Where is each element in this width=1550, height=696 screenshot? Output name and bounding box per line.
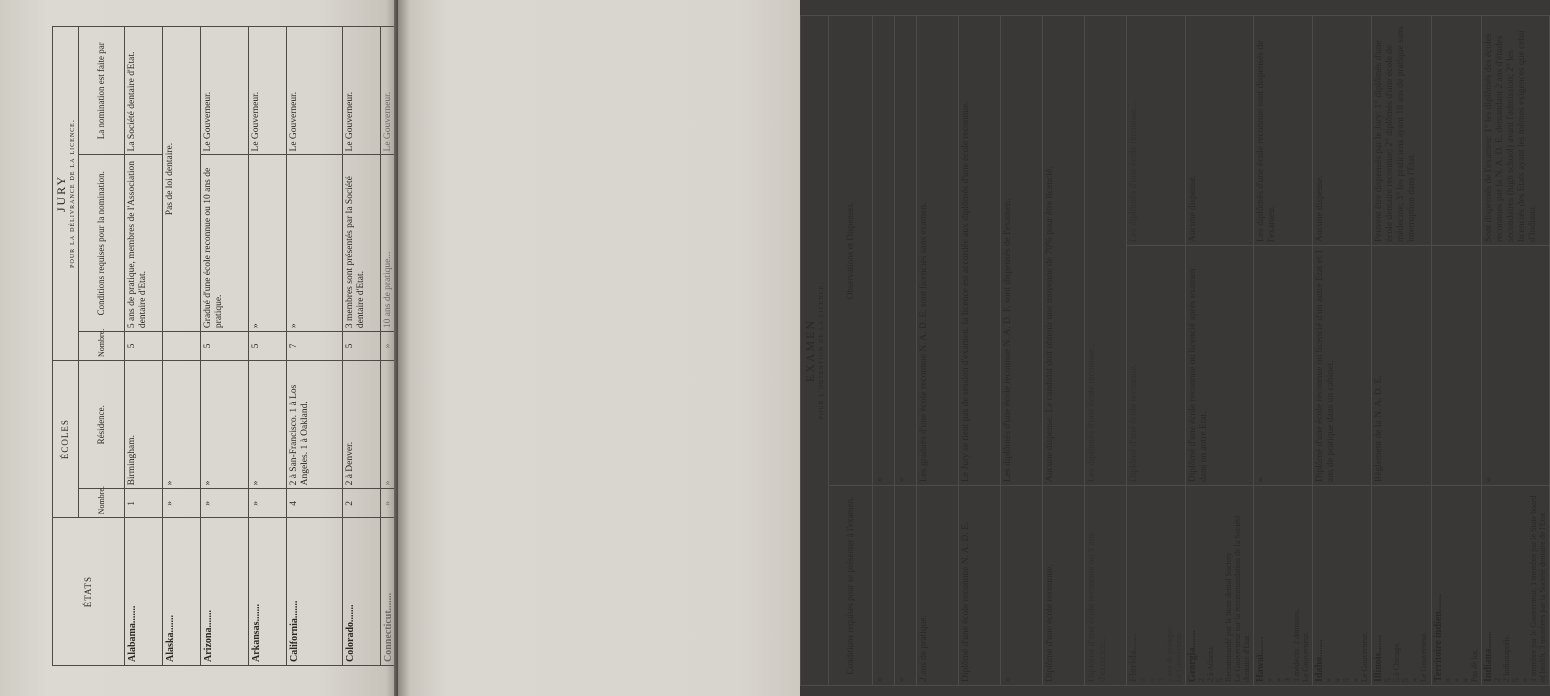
school-residence: »	[201, 360, 249, 488]
state-detail-cond: »	[1351, 678, 1360, 682]
exam-conditions: Règlement de la N. A. D. E.	[1372, 246, 1432, 486]
table-row	[287, 27, 343, 666]
table-row	[1254, 15, 1313, 685]
state-detail-by: Le Gouverneur sur la recommandation de la Société dentaire d'Etat.	[1233, 515, 1251, 682]
observations: Sont dispensés de l'examen: 1° les diplômés des écoles reconnues par la N. A. D. E. demandant 2 ans d'études secondaires (high school) avant l'admission; 2° les licenciés des Etats ayant les mêmes exigences que celui d'Indiana.	[1482, 15, 1550, 245]
observations: Peuvent être dispensés par le Jury: 1° diplômés d'une école dentaire reconnue; 2° diplômés d'une école de médecine; 3° les praticiens ayant 10 ans de pratique sans interruption dans l'Etat.	[1372, 15, 1432, 245]
observations: Les diplômés d'une école reconnue sont dispensés de l'examen.	[1254, 15, 1313, 245]
school-count: »	[163, 489, 201, 518]
jury-appointed-by: Le Gouverneur.	[381, 27, 419, 155]
state-name: Idaho.......	[1314, 639, 1325, 682]
jury-count	[163, 332, 201, 361]
state-detail-res: 2 à Atlanta.	[1206, 645, 1215, 682]
exam-conditions: Diplômé d'une école reconnue.	[1127, 246, 1186, 486]
table-row	[343, 27, 381, 666]
table-row	[1482, 15, 1550, 685]
exam-conditions: »	[1254, 246, 1313, 486]
jury-conditions: Gradué d'une école reconnue ou 10 ans de pratique.	[201, 155, 249, 332]
school-count: 4	[287, 489, 343, 518]
jury-conditions: 3 membres sont présentés par la Société dentaire d'Etat.	[343, 155, 381, 332]
school-count: 1	[125, 489, 163, 518]
state-detail-jn: 5	[1215, 678, 1224, 682]
exam-conditions: Diplômé d'une école reconnue ou licencié d'un autre Etat et 1 ans de pratique dans un cabinet.	[1313, 246, 1372, 486]
state-detail-jn: 5	[1511, 678, 1520, 682]
state-summary	[1432, 486, 1482, 686]
exam-conditions: Diplômé d'une école reconnue ou 1 ans d'exercice...	[1085, 486, 1127, 686]
header-ecoles-nombre: Nombre.	[79, 489, 125, 518]
jury-count: 5	[201, 332, 249, 361]
table-row	[1127, 15, 1186, 685]
jury-conditions: Pas de loi dentaire.	[163, 27, 201, 332]
state-detail-res: »	[1452, 678, 1461, 682]
table-row	[163, 27, 201, 666]
table-row	[249, 27, 287, 666]
jury-appointed-by: Le Gouverneur.	[249, 27, 287, 155]
state-name: Alabama.......	[125, 518, 163, 666]
jury-title: JURY	[53, 174, 68, 213]
school-residence: »	[381, 360, 419, 488]
licensing-table-left	[52, 26, 419, 666]
jury-count: 7	[287, 332, 343, 361]
state-detail-cond: »	[1410, 678, 1419, 682]
exam-conditions: »	[895, 486, 917, 686]
table-row	[1372, 15, 1432, 685]
observations: Aucune dispense.	[1313, 15, 1372, 245]
table-row	[1313, 15, 1372, 685]
header-ecoles: ÉCOLES	[53, 360, 79, 517]
left-rows	[125, 27, 419, 666]
jury-count: 5	[125, 332, 163, 361]
state-detail-res: »	[1274, 678, 1283, 682]
jury-conditions: 10 ans de pratique...	[381, 155, 419, 332]
observations: Les diplômés d'une école reconnue...	[1127, 15, 1186, 245]
state-detail-by: 1 membre par le Gouverneur, 1 membre par le State board of health, 3 membres par la Société dentaire de l'Etat.	[1529, 495, 1547, 682]
state-detail-cond: »	[1520, 678, 1529, 682]
header-etats: ÉTATS	[53, 518, 125, 666]
header-nomination-faite: La nomination est faite par	[79, 27, 125, 155]
exam-conditions	[1432, 246, 1482, 486]
state-detail-cond: Recommandé par la State dental Society.	[1224, 551, 1233, 682]
state-detail-jn: »	[1461, 678, 1470, 682]
state-detail-res: 5 à Chicago.	[1392, 641, 1401, 682]
school-count: »	[381, 489, 419, 518]
table-row	[1085, 15, 1127, 685]
observations: Aucune dispense. Le candidat doit obtenir une moyenne de 70% pour être licencié.	[1043, 15, 1085, 485]
state-detail-jn: 3	[1283, 678, 1292, 682]
table-row	[1043, 15, 1085, 685]
observations: Les diplômés d'une école reconnue...	[1085, 15, 1127, 485]
state-name: Territoire indien.......	[1433, 593, 1444, 682]
header-observations: Observations et Dispenses.	[829, 15, 873, 485]
state-detail-cond: » ans de pratique.	[1165, 625, 1174, 682]
jury-appointed-by: Le Gouverneur.	[287, 27, 343, 155]
jury-appointed-by: La Société dentaire d'Etat.	[125, 27, 163, 155]
state-detail-cond: 1 médecin. 2 dentistes.	[1292, 608, 1301, 682]
observations: Aucune dispense.	[1186, 15, 1254, 245]
state-name: Alaska.......	[163, 518, 201, 666]
school-residence: Birmingham.	[125, 360, 163, 488]
observations: Le Jury se tient pas de session d'examen, la licence est accordée aux diplômés d'une école reconnue.	[959, 15, 1001, 485]
school-residence: »	[249, 360, 287, 488]
exam-conditions: »	[1482, 246, 1550, 486]
state-detail-by: Le Gouverneur.	[1174, 631, 1183, 682]
licensing-table-right	[800, 15, 1550, 686]
jury-count: 5	[249, 332, 287, 361]
table-row	[1432, 15, 1482, 685]
school-residence: 2 à Denver.	[343, 360, 381, 488]
jury-conditions: »	[249, 155, 287, 332]
state-name: Colorado.......	[343, 518, 381, 666]
state-name: Florida.......	[1128, 632, 1139, 682]
exam-conditions: Diplômé d'une école reconnue ou licencié après examen dans un autre Etat.	[1186, 246, 1254, 486]
left-rotated-table	[52, 26, 394, 666]
state-detail-res: »	[1147, 678, 1156, 682]
observations	[1432, 15, 1482, 245]
table-row	[959, 15, 1001, 685]
state-detail-jn: 5	[1342, 678, 1351, 682]
state-detail-res: 2 Indianapolis.	[1502, 634, 1511, 682]
jury-subtitle: pour la délivrance de la licence.	[66, 119, 76, 268]
header-cond-exam: Conditions requises pour se présenter à l'examen.	[829, 486, 873, 686]
state-summary	[1127, 486, 1186, 686]
school-residence: »	[163, 360, 201, 488]
header-examen	[801, 15, 829, 685]
school-residence: 2 à San-Francisco. 1 à Los Angeles. 1 à Oakland.	[287, 360, 343, 488]
state-detail-by: Le Gouverneur.	[1301, 631, 1310, 682]
state-name: Connecticut.......	[381, 518, 419, 666]
exam-conditions: »	[1001, 486, 1043, 686]
state-name: Illinois.......	[1373, 635, 1384, 682]
state-detail-n: 5	[1383, 678, 1392, 682]
state-detail-n: 2	[1493, 678, 1502, 682]
table-row	[917, 15, 959, 685]
state-detail-jn: 5	[1401, 678, 1410, 682]
header-jury-nombre: Nombre.	[79, 332, 125, 361]
state-detail-jn: 5	[1156, 678, 1165, 682]
state-summary	[1254, 486, 1313, 686]
right-rows	[873, 15, 1550, 685]
state-name: Arkansas.......	[249, 518, 287, 666]
state-detail-by: Le Gouverneur.	[1419, 631, 1428, 682]
exam-conditions: »	[873, 486, 895, 686]
header-jury	[53, 27, 79, 361]
jury-appointed-by: Le Gouverneur.	[201, 27, 249, 155]
right-page	[398, 0, 1547, 696]
state-name: Georgia.......	[1187, 630, 1198, 682]
table-row	[1001, 15, 1043, 685]
observations: »	[895, 15, 917, 485]
state-summary	[1482, 486, 1550, 686]
state-name: Indiana.......	[1483, 631, 1494, 682]
state-detail-n: »	[1443, 678, 1452, 682]
state-detail-n: 2	[1197, 678, 1206, 682]
table-row	[1186, 15, 1254, 685]
state-detail-n: »	[1138, 678, 1147, 682]
observations: Les diplômés d'une école reconnue N. A. D. F. sont dispensés de l'examen.	[1001, 15, 1043, 485]
state-detail-n: »	[1324, 678, 1333, 682]
jury-count: »	[381, 332, 419, 361]
school-count: »	[201, 489, 249, 518]
school-count: 2	[343, 489, 381, 518]
jury-appointed-by: Le Gouverneur.	[343, 27, 381, 155]
exam-conditions: Diplômé d'une école reconnue.	[1043, 486, 1085, 686]
left-page	[0, 0, 398, 696]
exam-conditions: 2 ans de pratique.	[917, 486, 959, 686]
table-row	[125, 27, 163, 666]
examen-title: EXAMEN	[802, 318, 817, 383]
observations: »	[873, 15, 895, 485]
state-name: Hawaï.......	[1255, 636, 1266, 682]
jury-conditions: 5 ans de pratique, membres de l'Association dentaire d'Etat.	[125, 155, 163, 332]
state-name: California.......	[287, 518, 343, 666]
header-cond-nomination: Conditions requises pour la nomination.	[79, 155, 125, 332]
jury-count: 5	[343, 332, 381, 361]
state-detail-n: »	[1265, 678, 1274, 682]
table-row	[201, 27, 249, 666]
header-residence: Résidence.	[79, 360, 125, 488]
table-row	[873, 15, 895, 685]
state-summary	[1313, 486, 1372, 686]
table-row	[895, 15, 917, 685]
exam-conditions: Diplômé d'une école reconnue N. A. D. E.	[959, 486, 1001, 686]
observations: Les gradués d'une école reconnue N. A. D. E. sont licenciés sans examen.	[917, 15, 959, 485]
state-detail-res: »	[1333, 678, 1342, 682]
state-summary	[1372, 486, 1432, 686]
state-name: Arizona.......	[201, 518, 249, 666]
right-rotated-table	[800, 16, 1547, 686]
state-summary	[1186, 486, 1254, 686]
examen-subtitle: pour l'obtention de la licence.	[815, 281, 825, 420]
school-count: »	[249, 489, 287, 518]
state-detail-cond: Pas de loi.	[1470, 648, 1479, 682]
state-detail-by: Le Gouverneur.	[1360, 631, 1369, 682]
jury-conditions: »	[287, 155, 343, 332]
